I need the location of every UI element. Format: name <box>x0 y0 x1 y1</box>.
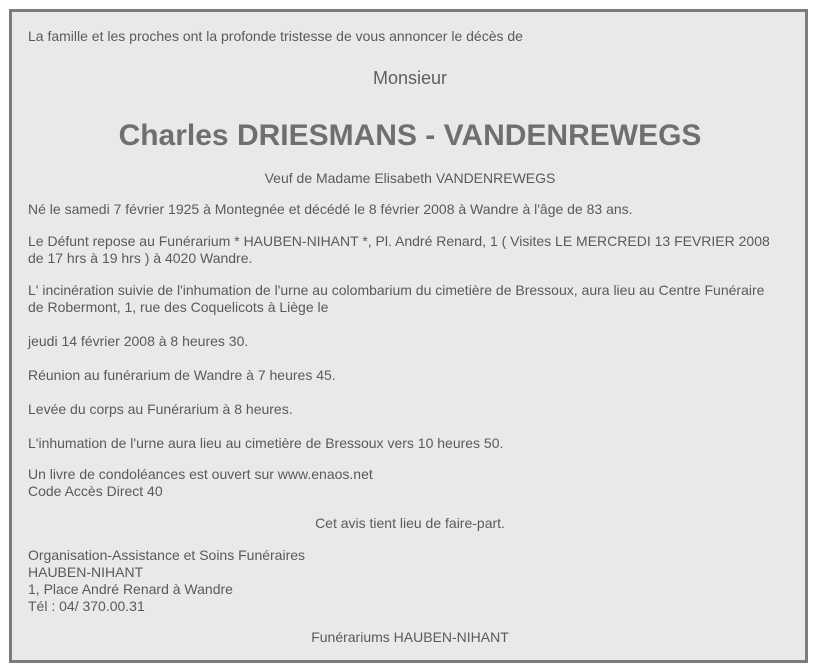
levee-text: Levée du corps au Funérarium à 8 heures. <box>28 401 293 417</box>
condolences-text: Un livre de condoléances est ouvert sur www.enaos.net <box>28 466 373 482</box>
reunion-text: Réunion au funérarium de Wandre à 7 heures 45. <box>28 367 336 383</box>
inhumation-text: L'inhumation de l'urne aura lieu au cimetière de Bressoux vers 10 heures 50. <box>28 435 504 451</box>
birth-death-text: Né le samedi 7 février 1925 à Montegnée et décédé le 8 février 2008 à Wandre à l'âge de 83 ans. <box>28 201 633 217</box>
intro-text: La famille et les proches ont la profonde tristesse de vous annoncer le décès de <box>28 28 523 44</box>
honorific-title: Monsieur <box>372 68 448 88</box>
footer-text: Funérariums HAUBEN-NIHANT <box>311 629 509 645</box>
organisation-line-3: 1, Place André Renard à Wandre <box>28 581 233 597</box>
access-code-text: Code Accès Direct 40 <box>28 483 163 499</box>
organisation-line-2: HAUBEN-NIHANT <box>28 564 144 580</box>
ceremony-date: jeudi 14 février 2008 à 8 heures 30. <box>28 333 249 349</box>
organisation-line-4: Tél : 04/ 370.00.31 <box>28 598 145 614</box>
incineration-text: L' incinération suivie de l'inhumation de l'urne au colombarium du cimetière de Bressoux, aura lieu au Centre Funéraire de Robermont, 1, rue des Coquelicots à Liège le <box>28 282 765 315</box>
widower-text: Veuf de Madame Elisabeth VANDENREWEGS <box>264 170 556 186</box>
faire-part-text: Cet avis tient lieu de faire-part. <box>315 515 505 531</box>
death-notice-frame <box>9 9 808 663</box>
deceased-name: Charles DRIESMANS - VANDENREWEGS <box>118 119 702 152</box>
organisation-line-1: Organisation-Assistance et Soins Funéraires <box>28 547 306 563</box>
organisation-block <box>28 547 305 615</box>
repose-text: Le Défunt repose au Funérarium * HAUBEN-NIHANT *, Pl. André Renard, 1 ( Visites LE MERCREDI 13 FEVRIER 2008 de 17 hrs à 19 hrs ) à 4020 Wandre. <box>28 233 770 266</box>
